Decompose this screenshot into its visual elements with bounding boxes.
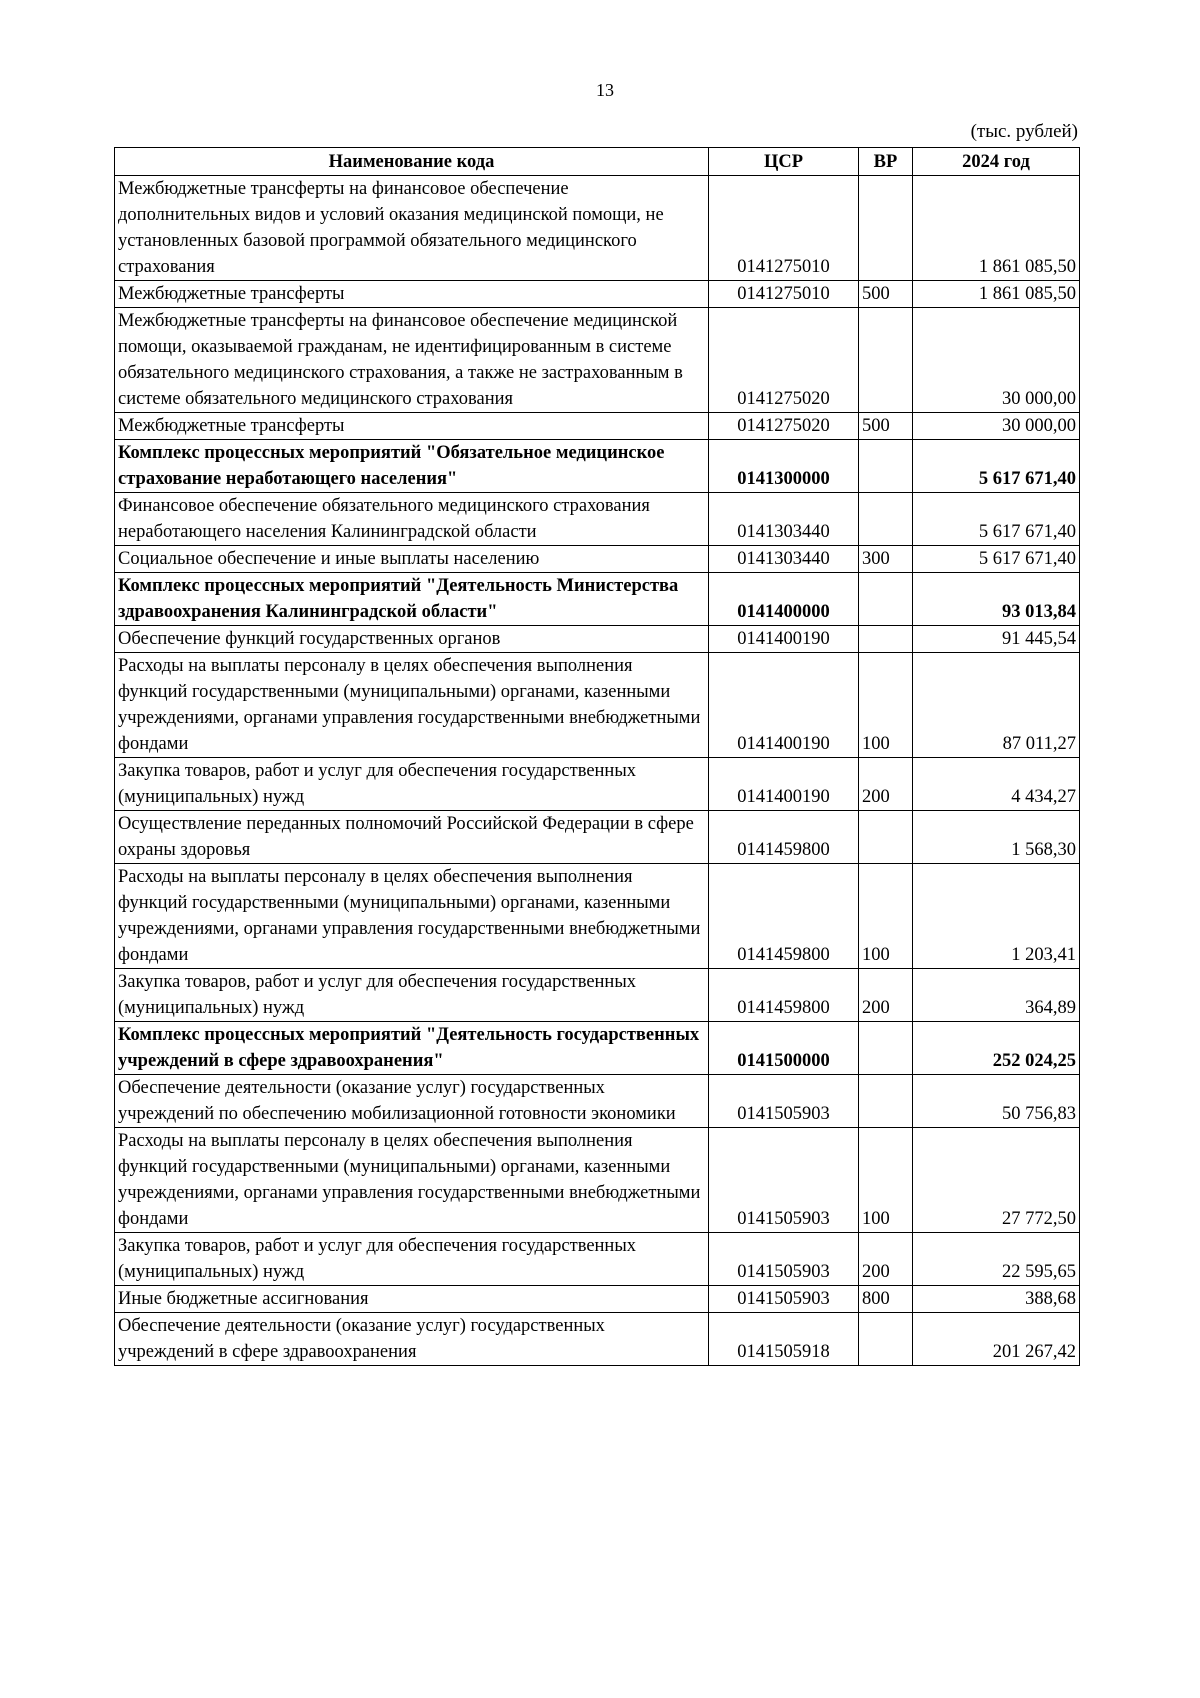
row-amount: 364,89 xyxy=(913,969,1080,1022)
row-vr xyxy=(859,440,913,493)
table-row xyxy=(115,1128,1080,1233)
row-name: Финансовое обеспечение обязательного медицинского страхования неработающего населения Калининградской области xyxy=(115,493,709,546)
row-vr xyxy=(859,176,913,281)
row-amount: 388,68 xyxy=(913,1286,1080,1313)
row-csr: 0141275010 xyxy=(709,176,859,281)
row-csr: 0141275010 xyxy=(709,281,859,308)
row-vr: 100 xyxy=(859,864,913,969)
row-amount: 30 000,00 xyxy=(913,413,1080,440)
row-csr: 0141400190 xyxy=(709,626,859,653)
table-row xyxy=(115,653,1080,758)
row-vr xyxy=(859,493,913,546)
row-vr xyxy=(859,1022,913,1075)
row-name: Комплекс процессных мероприятий "Деятельность государственных учреждений в сфере здравоохранения" xyxy=(115,1022,709,1075)
row-amount: 93 013,84 xyxy=(913,573,1080,626)
row-amount: 1 861 085,50 xyxy=(913,281,1080,308)
row-name: Социальное обеспечение и иные выплаты населению xyxy=(115,546,709,573)
row-vr xyxy=(859,573,913,626)
row-name: Обеспечение деятельности (оказание услуг) государственных учреждений в сфере здравоохранения xyxy=(115,1313,709,1366)
row-csr: 0141505903 xyxy=(709,1233,859,1286)
row-amount: 22 595,65 xyxy=(913,1233,1080,1286)
header-vr: ВР xyxy=(859,148,913,176)
row-csr: 0141505903 xyxy=(709,1128,859,1233)
row-vr: 200 xyxy=(859,758,913,811)
table-row xyxy=(115,1286,1080,1313)
row-csr: 0141505903 xyxy=(709,1075,859,1128)
table-header-row xyxy=(115,148,1080,176)
row-name: Комплекс процессных мероприятий "Обязательное медицинское страхование неработающего населения" xyxy=(115,440,709,493)
table-row xyxy=(115,1233,1080,1286)
row-csr: 0141505918 xyxy=(709,1313,859,1366)
row-name: Расходы на выплаты персоналу в целях обеспечения выполнения функций государственными (муниципальными) органами, казенными учреждениями, органами управления государственными внебюджетными фондами xyxy=(115,864,709,969)
row-amount: 5 617 671,40 xyxy=(913,440,1080,493)
row-name: Комплекс процессных мероприятий "Деятельность Министерства здравоохранения Калининградской области" xyxy=(115,573,709,626)
row-name: Расходы на выплаты персоналу в целях обеспечения выполнения функций государственными (муниципальными) органами, казенными учреждениями, органами управления государственными внебюджетными фондами xyxy=(115,653,709,758)
row-name: Обеспечение деятельности (оказание услуг) государственных учреждений по обеспечению мобилизационной готовности экономики xyxy=(115,1075,709,1128)
row-amount: 4 434,27 xyxy=(913,758,1080,811)
row-vr: 200 xyxy=(859,969,913,1022)
row-amount: 5 617 671,40 xyxy=(913,493,1080,546)
table-row xyxy=(115,413,1080,440)
row-csr: 0141275020 xyxy=(709,308,859,413)
row-amount: 5 617 671,40 xyxy=(913,546,1080,573)
row-csr: 0141275020 xyxy=(709,413,859,440)
table-row xyxy=(115,1022,1080,1075)
row-vr xyxy=(859,308,913,413)
row-csr: 0141303440 xyxy=(709,493,859,546)
row-amount: 87 011,27 xyxy=(913,653,1080,758)
row-csr: 0141400190 xyxy=(709,653,859,758)
row-csr: 0141459800 xyxy=(709,864,859,969)
table-row xyxy=(115,811,1080,864)
header-csr: ЦСР xyxy=(709,148,859,176)
row-vr: 100 xyxy=(859,1128,913,1233)
row-name: Закупка товаров, работ и услуг для обеспечения государственных (муниципальных) нужд xyxy=(115,969,709,1022)
row-amount: 30 000,00 xyxy=(913,308,1080,413)
table-row xyxy=(115,969,1080,1022)
row-csr: 0141400190 xyxy=(709,758,859,811)
row-amount: 252 024,25 xyxy=(913,1022,1080,1075)
row-name: Межбюджетные трансферты xyxy=(115,413,709,440)
row-vr xyxy=(859,811,913,864)
row-name: Закупка товаров, работ и услуг для обеспечения государственных (муниципальных) нужд xyxy=(115,1233,709,1286)
table-row xyxy=(115,440,1080,493)
row-name: Расходы на выплаты персоналу в целях обеспечения выполнения функций государственными (муниципальными) органами, казенными учреждениями, органами управления государственными внебюджетными фондами xyxy=(115,1128,709,1233)
row-amount: 27 772,50 xyxy=(913,1128,1080,1233)
table-row xyxy=(115,308,1080,413)
row-name: Закупка товаров, работ и услуг для обеспечения государственных (муниципальных) нужд xyxy=(115,758,709,811)
table-body xyxy=(115,176,1080,1366)
row-csr: 0141303440 xyxy=(709,546,859,573)
row-amount: 201 267,42 xyxy=(913,1313,1080,1366)
row-vr: 100 xyxy=(859,653,913,758)
row-amount: 1 861 085,50 xyxy=(913,176,1080,281)
row-csr: 0141500000 xyxy=(709,1022,859,1075)
row-name: Осуществление переданных полномочий Российской Федерации в сфере охраны здоровья xyxy=(115,811,709,864)
row-vr: 500 xyxy=(859,281,913,308)
table-row xyxy=(115,626,1080,653)
row-amount: 50 756,83 xyxy=(913,1075,1080,1128)
row-vr: 500 xyxy=(859,413,913,440)
row-vr: 300 xyxy=(859,546,913,573)
row-vr: 800 xyxy=(859,1286,913,1313)
row-name: Обеспечение функций государственных органов xyxy=(115,626,709,653)
row-vr xyxy=(859,1313,913,1366)
units-note: (тыс. рублей) xyxy=(970,121,1078,142)
row-vr xyxy=(859,1075,913,1128)
row-name: Межбюджетные трансферты xyxy=(115,281,709,308)
row-vr: 200 xyxy=(859,1233,913,1286)
row-csr: 0141459800 xyxy=(709,969,859,1022)
table-row xyxy=(115,1313,1080,1366)
table-row xyxy=(115,546,1080,573)
row-csr: 0141400000 xyxy=(709,573,859,626)
row-amount: 1 203,41 xyxy=(913,864,1080,969)
row-csr: 0141505903 xyxy=(709,1286,859,1313)
table-row xyxy=(115,864,1080,969)
row-csr: 0141300000 xyxy=(709,440,859,493)
budget-table xyxy=(114,147,1080,1366)
header-name: Наименование кода xyxy=(115,148,709,176)
row-name: Межбюджетные трансферты на финансовое обеспечение дополнительных видов и условий оказания медицинской помощи, не установленных базовой программой обязательного медицинского страхования xyxy=(115,176,709,281)
page-number: 13 xyxy=(596,80,614,100)
table-row xyxy=(115,281,1080,308)
row-name: Иные бюджетные ассигнования xyxy=(115,1286,709,1313)
row-csr: 0141459800 xyxy=(709,811,859,864)
table-row xyxy=(115,573,1080,626)
table-row xyxy=(115,176,1080,281)
header-amount: 2024 год xyxy=(913,148,1080,176)
table-row xyxy=(115,493,1080,546)
row-name: Межбюджетные трансферты на финансовое обеспечение медицинской помощи, оказываемой гражданам, не идентифицированным в системе обязательного медицинского страхования, а также не застрахованным в системе обязательного медицинского страхования xyxy=(115,308,709,413)
table-row xyxy=(115,1075,1080,1128)
row-amount: 1 568,30 xyxy=(913,811,1080,864)
table-row xyxy=(115,758,1080,811)
row-amount: 91 445,54 xyxy=(913,626,1080,653)
row-vr xyxy=(859,626,913,653)
